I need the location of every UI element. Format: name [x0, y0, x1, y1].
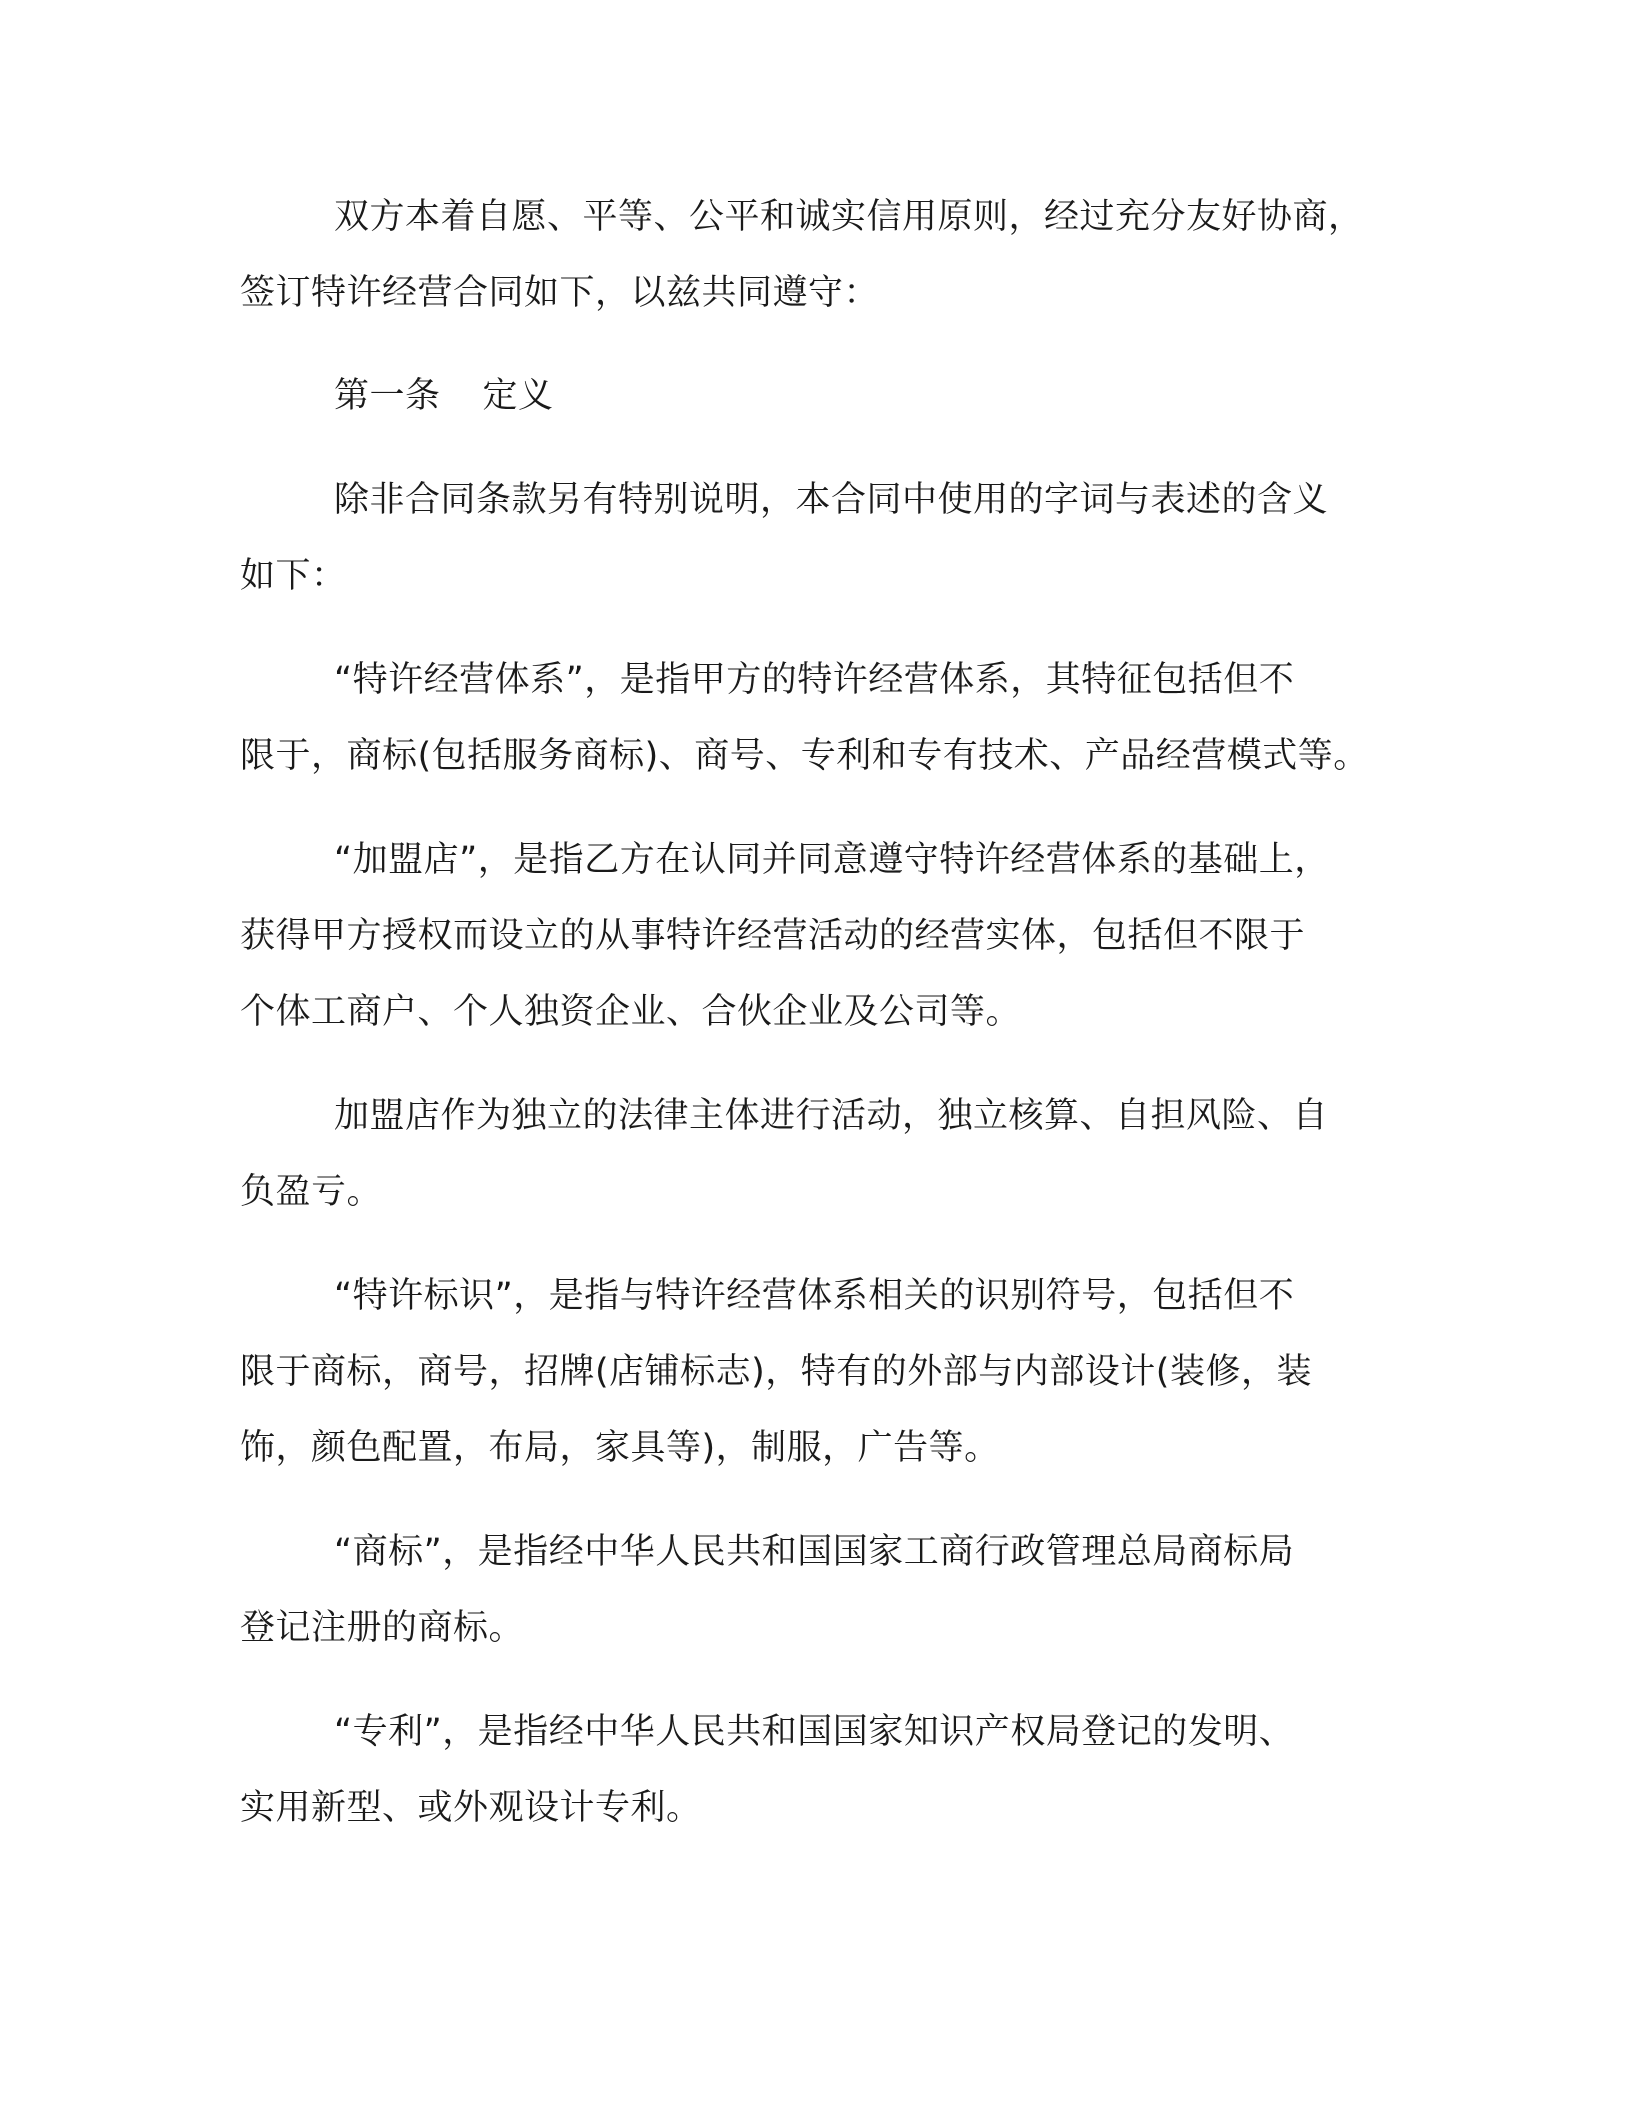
store-independence-line-1: 加盟店作为独立的法律主体进行活动，独立核算、自担风险、自: [334, 1096, 1329, 1136]
franchise-store-line-3: 个体工商户、个人独资企业、合伙企业及公司等。: [240, 992, 1022, 1032]
franchise-store-line-1: “加盟店”，是指乙方在认同并同意遵守特许经营体系的基础上，: [334, 840, 1330, 880]
trademark-line-1: “商标”，是指经中华人民共和国国家工商行政管理总局商标局: [334, 1532, 1295, 1572]
intro-line-2: 签订特许经营合同如下，以兹共同遵守：: [240, 273, 880, 313]
franchise-system-line-1: “特许经营体系”，是指甲方的特许经营体系，其特征包括但不: [334, 660, 1295, 700]
store-independence-line-2: 负盈亏。: [240, 1172, 383, 1212]
franchise-system-line-2: 限于，商标(包括服务商标)、商号、专利和专有技术、产品经营模式等。: [240, 736, 1369, 776]
patent-line-2: 实用新型、或外观设计专利。: [240, 1788, 702, 1828]
trademark-line-2: 登记注册的商标。: [240, 1608, 525, 1648]
franchise-marks-line-2: 限于商标，商号，招牌(店铺标志)，特有的外部与内部设计(装修，装: [240, 1352, 1312, 1392]
definitions-intro-line-1: 除非合同条款另有特别说明，本合同中使用的字词与表述的含义: [334, 480, 1329, 520]
franchise-marks-line-1: “特许标识”，是指与特许经营体系相关的识别符号，包括但不: [334, 1276, 1295, 1316]
intro-line-1: 双方本着自愿、平等、公平和诚实信用原则，经过充分友好协商，: [334, 197, 1364, 237]
article-number: 第一条: [334, 376, 441, 416]
franchise-store-line-2: 获得甲方授权而设立的从事特许经营活动的经营实体，包括但不限于: [240, 916, 1306, 956]
patent-line-1: “专利”，是指经中华人民共和国国家知识产权局登记的发明、: [334, 1712, 1295, 1752]
article-heading: [334, 372, 554, 420]
definitions-intro-line-2: 如下：: [240, 556, 347, 596]
franchise-marks-line-3: 饰，颜色配置，布局，家具等)，制服，广告等。: [240, 1428, 1000, 1468]
article-title: 定义: [482, 376, 554, 416]
